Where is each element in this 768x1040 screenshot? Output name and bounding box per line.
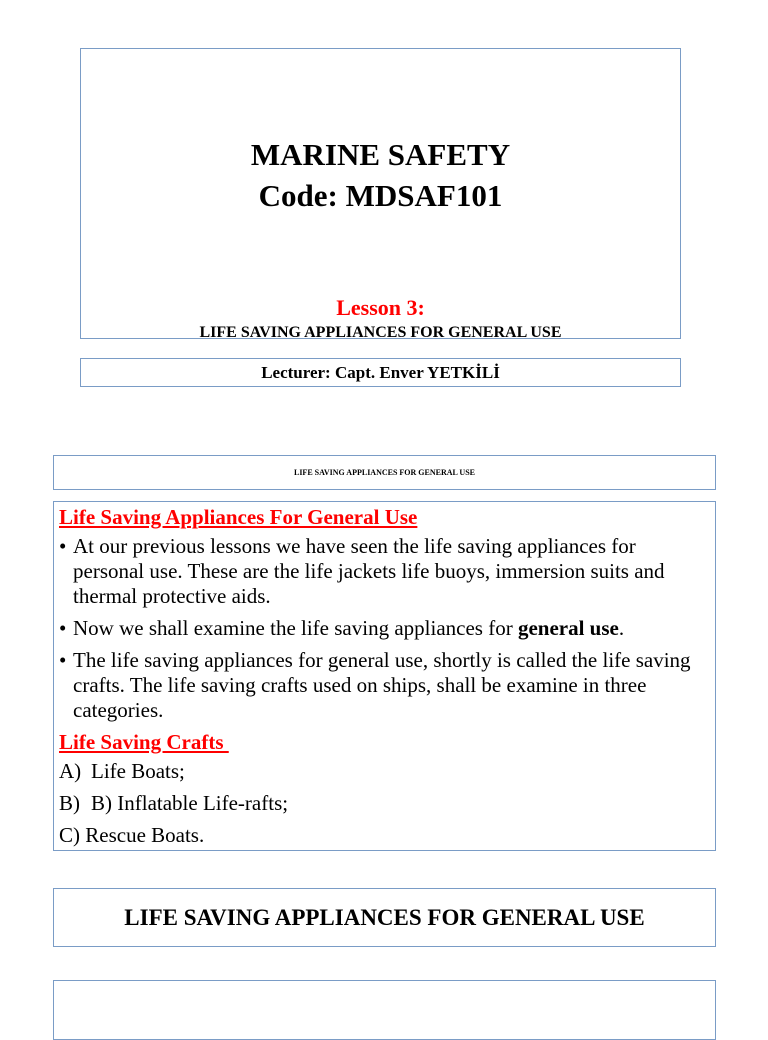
next-slide-box bbox=[53, 980, 716, 1040]
category-label: B) bbox=[59, 791, 80, 815]
lecturer-box bbox=[80, 358, 681, 387]
bullet-emphasis: general use bbox=[517, 616, 619, 640]
bullet-icon: • bbox=[59, 616, 67, 640]
bullet-text: The life saving appliances for general use, shortly is called the life saving crafts. The life saving crafts used on ships, shall be examine in three categories. bbox=[73, 648, 691, 722]
lesson-subtitle: LIFE SAVING APPLIANCES FOR GENERAL USE bbox=[199, 324, 562, 341]
bullet-icon: • bbox=[59, 648, 67, 672]
bullet-item bbox=[59, 648, 707, 723]
course-title: MARINE SAFETY bbox=[250, 137, 511, 172]
bullet-icon: • bbox=[59, 534, 67, 558]
slide-title-box bbox=[53, 888, 716, 947]
lecturer-name: Lecturer: Capt. Enver YETKİLİ bbox=[261, 363, 500, 382]
title-slide bbox=[80, 48, 681, 339]
category-item bbox=[59, 759, 707, 784]
category-text: Life Boats; bbox=[91, 759, 185, 783]
course-code: Code: MDSAF101 bbox=[258, 178, 503, 213]
subsection-heading: Life Saving Crafts bbox=[59, 730, 229, 754]
category-label: A) bbox=[59, 759, 82, 783]
bullet-item bbox=[59, 534, 707, 609]
category-item bbox=[59, 791, 707, 816]
bullet-text-part: . bbox=[618, 616, 625, 640]
bullet-item bbox=[59, 616, 707, 641]
lesson-label: Lesson 3: bbox=[336, 295, 425, 320]
section-heading: Life Saving Appliances For General Use bbox=[59, 505, 418, 529]
category-item-last: C) Rescue Boats. bbox=[59, 823, 205, 847]
slide-header-text: LIFE SAVING APPLIANCES FOR GENERAL USE bbox=[293, 468, 475, 477]
slide-header bbox=[53, 455, 716, 490]
bullet-text-part: Now we shall examine the life saving appliances for bbox=[73, 616, 518, 640]
slide-title: LIFE SAVING APPLIANCES FOR GENERAL USE bbox=[124, 905, 645, 930]
bullet-text: At our previous lessons we have seen the life saving appliances for personal use. These are the life jackets life buoys, immersion suits and thermal protective aids. bbox=[73, 534, 665, 608]
bullet-text bbox=[73, 616, 624, 640]
slide-body bbox=[53, 501, 716, 851]
category-text: B) Inflatable Life-rafts; bbox=[91, 791, 289, 815]
